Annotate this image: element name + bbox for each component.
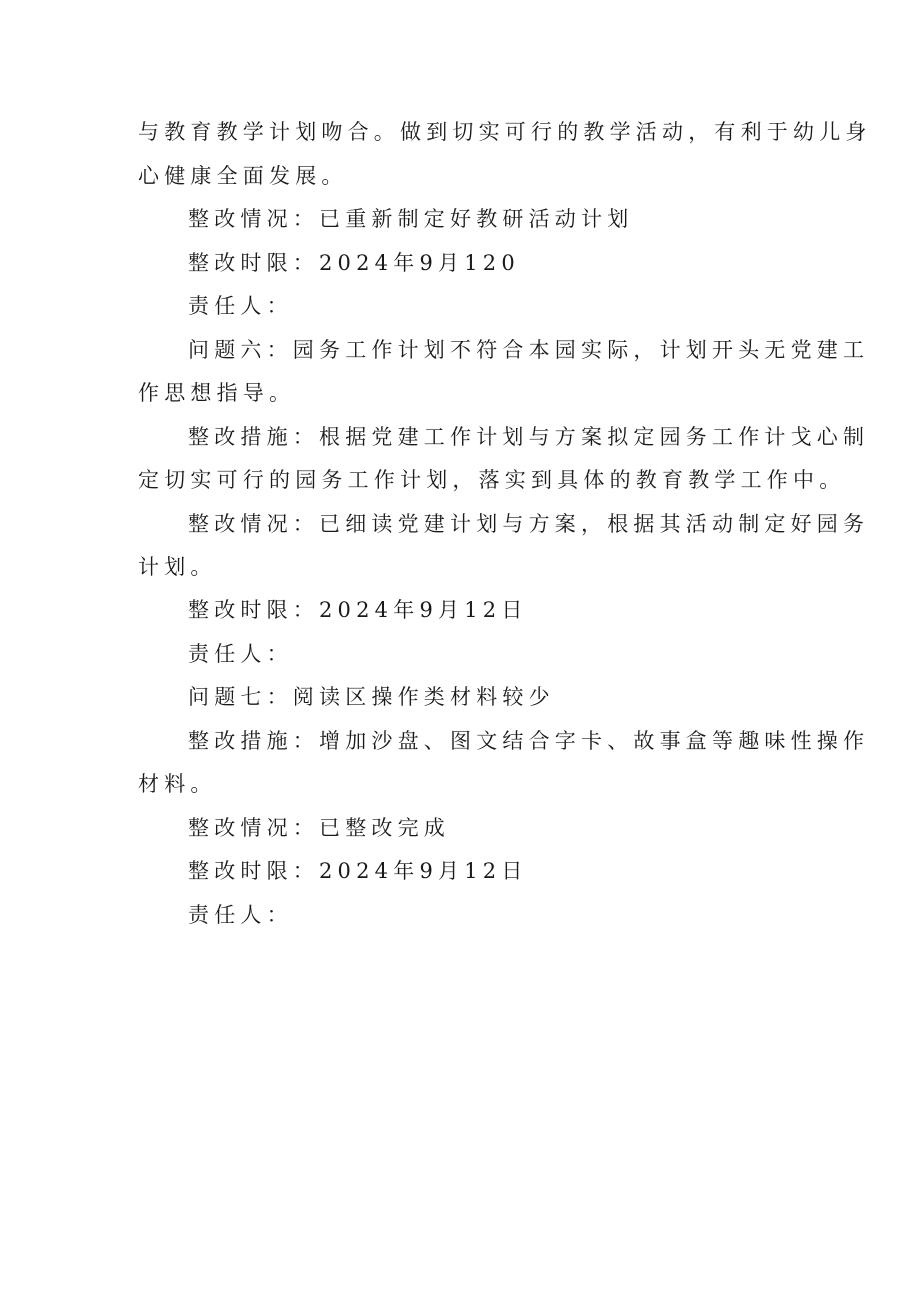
rectification-measures-continued: 定切实可行的园务工作计划，落实到具体的教育教学工作中。 bbox=[138, 468, 846, 492]
rectification-status: 整改情况：已细读党建计划与方案，根据其活动制定好园务 bbox=[188, 512, 870, 536]
rectification-status: 整改情况：已整改完成 bbox=[188, 816, 450, 840]
issue-seven: 问题七：阅读区操作类材料较少 bbox=[188, 685, 555, 709]
responsible-person: 责任人： bbox=[188, 903, 293, 927]
rectification-deadline: 整改时限：2024年9月120 bbox=[188, 251, 520, 275]
responsible-person: 责任人： bbox=[188, 642, 293, 666]
rectification-deadline: 整改时限：2024年9月12日 bbox=[188, 598, 528, 622]
paragraph-line: 与教育教学计划吻合。做到切实可行的教学活动，有利于幼儿身 bbox=[138, 120, 872, 144]
rectification-measures: 整改措施：根据党建工作计划与方案拟定园务工作计戈心制 bbox=[188, 425, 870, 449]
rectification-measures-continued: 材料。 bbox=[138, 772, 217, 796]
rectification-status: 整改情况：已重新制定好教研活动计划 bbox=[188, 207, 634, 231]
issue-six-continued: 作思想指导。 bbox=[138, 381, 296, 405]
paragraph-line: 心健康全面发展。 bbox=[138, 164, 348, 188]
issue-six: 问题六：园务工作计划不符合本园实际，计划开头无党建工 bbox=[188, 338, 870, 362]
rectification-measures: 整改措施：增加沙盘、图文结合字卡、故事盒等趣味性操作 bbox=[188, 729, 870, 753]
rectification-status-continued: 计划。 bbox=[138, 555, 217, 579]
responsible-person: 责任人： bbox=[188, 294, 293, 318]
rectification-deadline: 整改时限：2024年9月12日 bbox=[188, 859, 528, 883]
